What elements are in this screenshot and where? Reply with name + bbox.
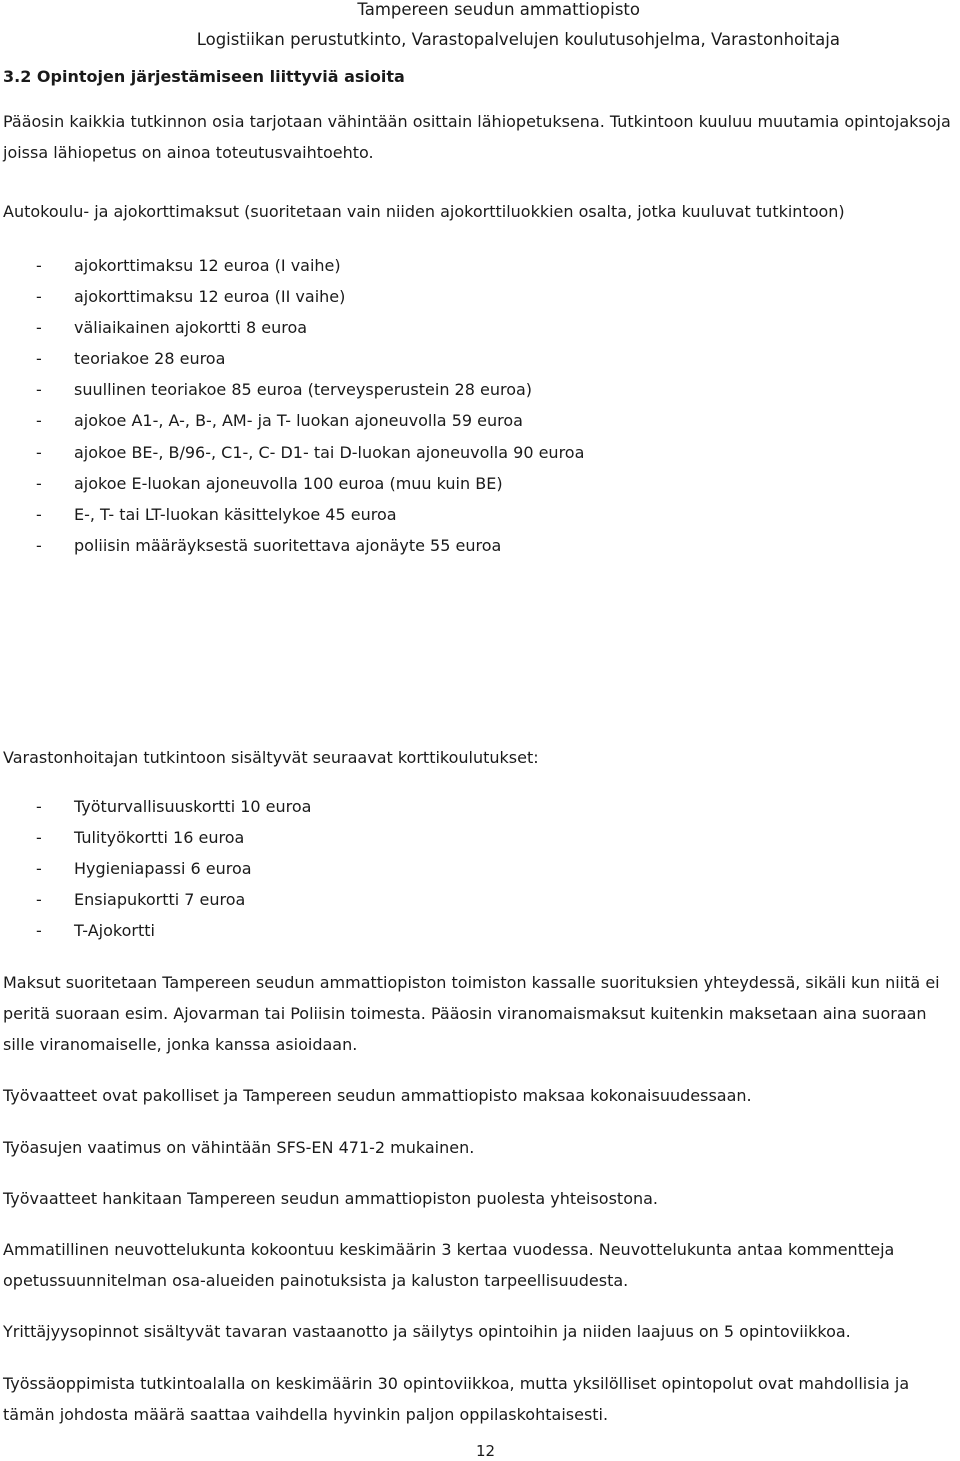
list-item: - T-Ajokortti xyxy=(36,920,155,940)
onthejob-paragraph: Työssäoppimista tutkintoalalla on keskimäärin 30 opintoviikkoa, mutta yksilölliset opintopolut ovat mahdollisia ja tämän johdosta määrä saattaa vaihdella hyvinkin paljon oppilaskohtaisesti. xyxy=(3,1374,910,1424)
list-item: - ajokoe E-luokan ajoneuvolla 100 euroa (muu kuin BE) xyxy=(36,473,503,493)
list-item: - Ensiapukortti 7 euroa xyxy=(36,889,246,909)
list-item: - Tulityökortti 16 euroa xyxy=(36,827,245,847)
section-title: 3.2 Opintojen järjestämiseen liittyviä asioita xyxy=(3,67,405,86)
workwear-paragraph: Työvaatteet ovat pakolliset ja Tampereen seudun ammattiopisto maksaa kokonaisuudessaan. xyxy=(3,1086,752,1105)
list-item: - E-, T- tai LT-luokan käsittelykoe 45 euroa xyxy=(36,504,397,524)
committee-paragraph: Ammatillinen neuvottelukunta kokoontuu keskimäärin 3 kertaa vuodessa. Neuvottelukunta antaa kommentteja opetussuunnitelman osa-alueiden painotuksista ja kaluston tarpeellisuudesta. xyxy=(3,1240,895,1290)
cards-heading: Varastonhoitajan tutkintoon sisältyvät seuraavat korttikoulutukset: xyxy=(3,748,539,767)
procurement-paragraph: Työvaatteet hankitaan Tampereen seudun ammattiopiston puolesta yhteisostona. xyxy=(3,1189,659,1208)
list-item: - suullinen teoriakoe 85 euroa (terveysperustein 28 euroa) xyxy=(36,380,533,400)
list-item: - ajokorttimaksu 12 euroa (II vaihe) xyxy=(36,287,346,307)
fees-list xyxy=(3,250,584,561)
payment-paragraph: Maksut suoritetaan Tampereen seudun ammattiopiston toimiston kassalle suorituksien yhteydessä, sikäli kun niitä ei peritä suoraan esim. Ajovarman tai Poliisin toimesta. Pääosin viranomaismaksut kuitenkin maksetaan aina suoraan sille viranomaiselle, jonka kanssa asioidaan. xyxy=(3,973,940,1054)
page-number: 12 xyxy=(476,1442,496,1460)
list-item: - teoriakoe 28 euroa xyxy=(36,349,226,369)
list-item: - ajokorttimaksu 12 euroa (I vaihe) xyxy=(36,256,341,275)
header-program: Logistiikan perustutkinto, Varastopalvelujen koulutusohjelma, Varastonhoitaja xyxy=(196,30,840,49)
intro-paragraph: Pääosin kaikkia tutkinnon osia tarjotaan vähintään osittain lähiopetuksena. Tutkintoon kuuluu muutamia opintojaksoja joissa lähiopetus on ainoa toteutusvaihtoehto. xyxy=(3,112,951,162)
list-item: - ajokoe BE-, B/96-, C1-, C- D1- tai D-luokan ajoneuvolla 90 euroa xyxy=(36,442,585,462)
list-item: - Hygieniapassi 6 euroa xyxy=(36,858,252,878)
cards-list xyxy=(3,791,311,945)
list-item: - Työturvallisuuskortti 10 euroa xyxy=(36,797,312,816)
list-item: - väliaikainen ajokortti 8 euroa xyxy=(36,318,308,338)
list-item: - ajokoe A1-, A-, B-, AM- ja T- luokan ajoneuvolla 59 euroa xyxy=(36,411,523,431)
shoes-paragraph: Työasujen vaatimus on vähintään SFS-EN 471-2 mukainen. xyxy=(3,1138,475,1157)
entrepreneurship-paragraph: Yrittäjyysopinnot sisältyvät tavaran vastaanotto ja säilytys opintoihin ja niiden laajuus on 5 opintoviikkoa. xyxy=(3,1322,851,1341)
fees-heading: Autokoulu- ja ajokorttimaksut (suoritetaan vain niiden ajokorttiluokkien osalta, jotka kuuluvat tutkintoon) xyxy=(3,202,845,221)
header-organization: Tampereen seudun ammattiopisto xyxy=(357,0,640,19)
list-item: - poliisin määräyksestä suoritettava ajonäyte 55 euroa xyxy=(36,535,502,555)
